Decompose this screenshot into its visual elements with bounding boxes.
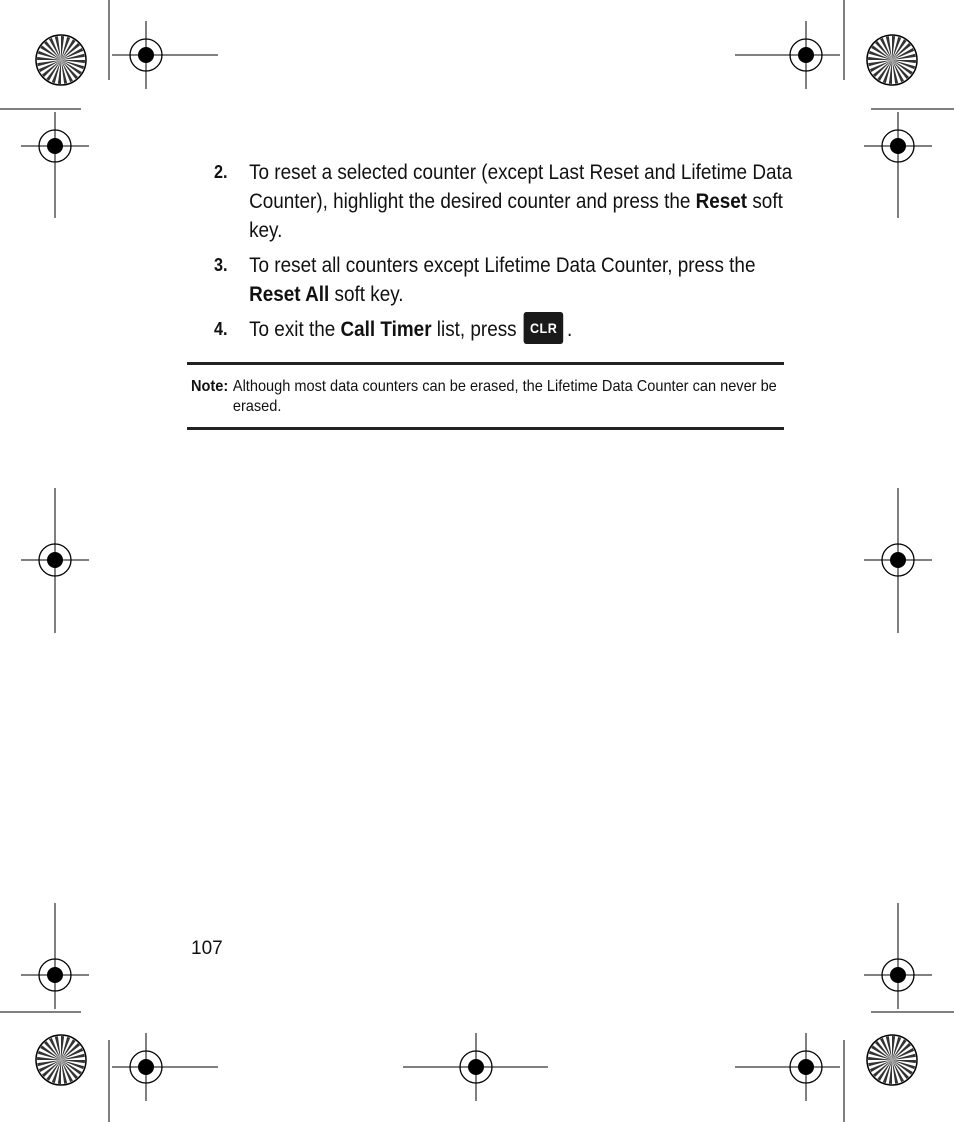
starburst-target-icon (867, 1035, 917, 1085)
step-number: 4. (214, 319, 228, 339)
note-label: Note: (191, 378, 229, 395)
reset-all-softkey-label: Reset All (249, 283, 330, 306)
clr-key-icon: CLR (524, 312, 564, 344)
step-3 (214, 251, 807, 309)
call-timer-label: Call Timer (340, 318, 432, 341)
step-text: To reset all counters except Lifetime Data Counter, press the (249, 254, 756, 277)
reset-softkey-label: Reset (695, 190, 748, 213)
step-text: soft key. (329, 283, 404, 306)
step-period: . (567, 318, 573, 341)
starburst-target-icon (867, 35, 917, 85)
step-2 (214, 158, 807, 245)
step-4 (214, 315, 807, 344)
step-list (214, 158, 793, 350)
starburst-target-icon (36, 1035, 86, 1085)
page-number: 107 (191, 938, 223, 959)
step-text: To reset a selected counter (except Last Reset and Lifetime Data Counter), highlight the desired counter and press the (249, 161, 793, 213)
note-box (187, 362, 784, 430)
step-text: soft key. (249, 190, 783, 242)
note-text: Although most data counters can be erased, the Lifetime Data Counter can never be erased. (232, 378, 777, 415)
step-text: list, press (431, 318, 517, 341)
starburst-target-icon (36, 35, 86, 85)
step-number: 2. (214, 162, 228, 182)
step-number: 3. (214, 255, 228, 275)
step-text: To exit the (249, 318, 341, 341)
